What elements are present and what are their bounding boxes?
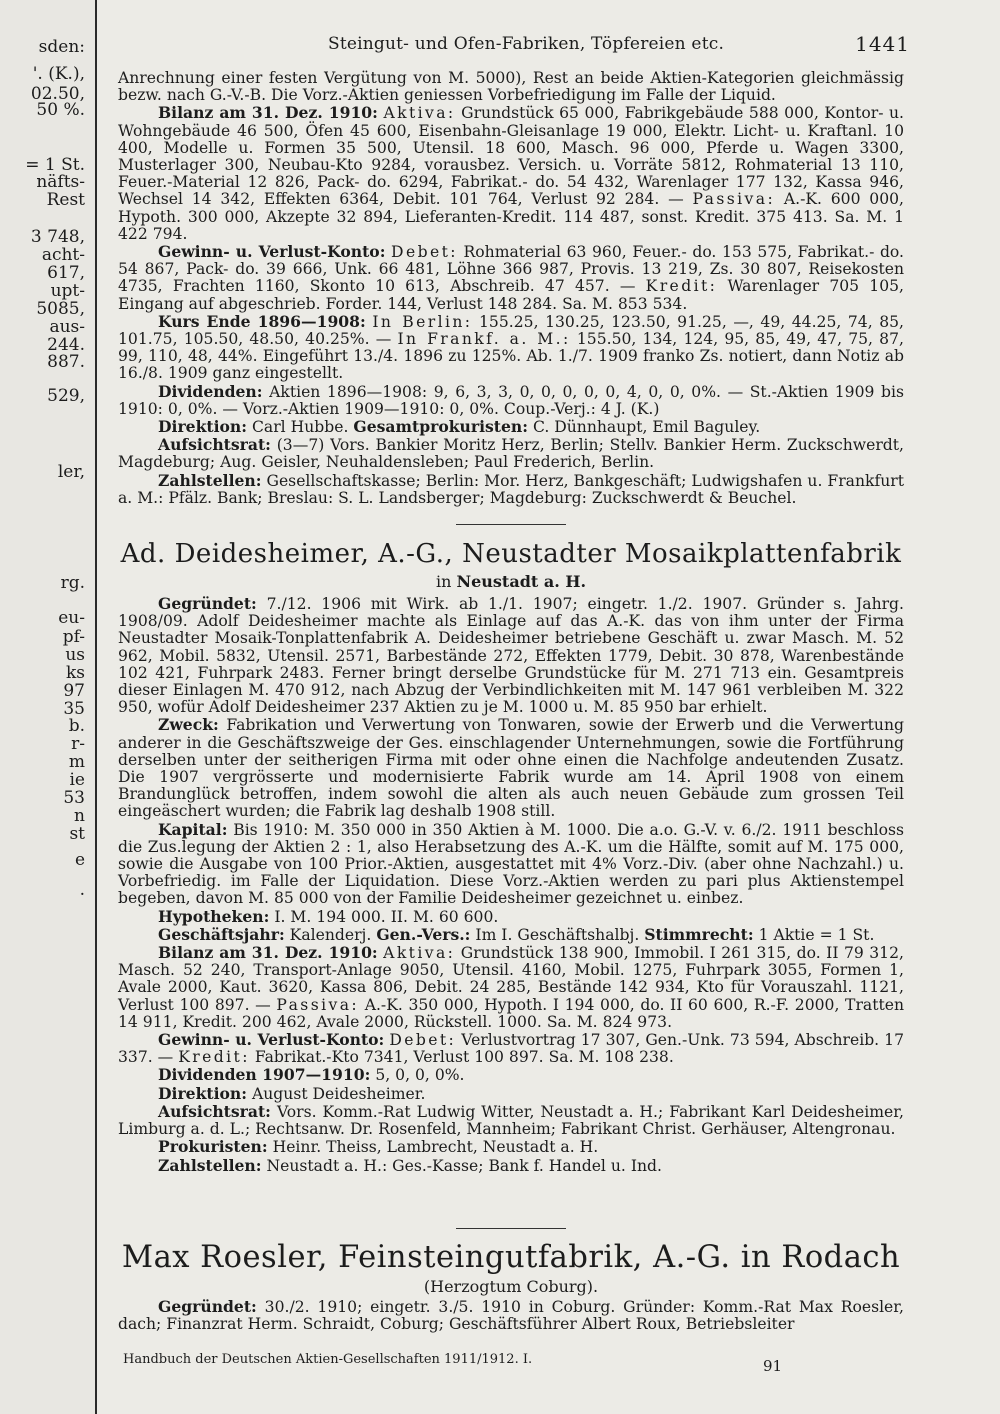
separator-rule: [456, 1228, 566, 1229]
frankf-label: In Frankf. a. M.:: [397, 330, 571, 349]
hypotheken-text: I. M. 194 000. II. M. 60 600.: [274, 907, 499, 926]
debet-label: Debet:: [391, 243, 458, 262]
company-region: (Herzogtum Coburg).: [423, 1277, 599, 1296]
zweck-text: Fabrikation und Verwertung von Tonwaren, sowie der Erwerb und die Verwertung anderer in die Geschäftszweige der Ges. einschlagender Unternehmungen, sowie die Fortführung derselben unter der seitherigen Firma mit oder ohne einen die Nachfolge andeutenden Zusatz. Die 1907 vergrösserte und modernisierte Fabrik wurde am 14. April 1908 von einem Brandunglück betroffen, indem sowohl die alten als auch neuen Gebäude zum grossen Teil eingeäschert wurden; die Fabrik lag deshalb 1908 still.: [118, 716, 904, 821]
gutter-fragment: 35: [63, 699, 85, 719]
zahlstellen-section: [118, 472, 904, 507]
zweck-section: [118, 716, 904, 820]
location-name: Neustadt a. H.: [456, 572, 587, 591]
gutter-fragment: .: [79, 880, 85, 900]
gutter-fragment: acht-: [41, 245, 85, 265]
direktion-section: [118, 1085, 904, 1103]
section-label: Prokuristen:: [158, 1137, 268, 1157]
direktion-text: August Deidesheimer.: [251, 1084, 426, 1103]
section-label: Gegründet:: [158, 1297, 257, 1316]
gutter-fragment: 53: [63, 788, 85, 808]
gutter-fragment: m: [68, 752, 85, 772]
guv-section: [118, 243, 904, 313]
section-label: Dividenden:: [158, 381, 263, 401]
entry-text: Anrechnung einer festen Vergütung von M. 5000), Rest an beide Aktien-Kategorien gleichmässig bezw. nach G.-V.-B. Die Vorz.-Aktien geniessen Vorbefriedigung im Falle der Liquid.: [118, 69, 904, 105]
company-heading: Max Roesler, Feinsteingutfabrik, A.-G. in Rodach: [121, 1240, 901, 1275]
gegruendet-text: 7./12. 1906 mit Wirk. ab 1./1. 1907; eingetr. 1./2. 1907. Gründer s. Jahrg. 1908/09. Adolf Deidesheimer machte als Einlage auf das A.-K. das von ihm unter der Firma Neustadter Mosaik-Tonplattenfabrik A. Deidesheimer betriebene Geschäft u. zwar Masch. M. 52 962, Mobil. 5832, Utensil. 2571, Barbestände 272, Effekten 1779, Debit. 30 878, Warenbestände 102 421, Fuhrpark 2483. Ferner bringt derselbe Grundstücke für M. 271 713 ein. Gesamtpreis dieser Einlagen M. 470 912, nach Abzug der Verbindlichkeiten mit M. 147 961 verbleiben M. 322 950, wofür Adolf Deidesheimer 237 Aktien zu je M. 1000 u. M. 85 950 bar erhielt.: [118, 595, 905, 717]
prokuristen-label: Gesamtprokuristen:: [353, 417, 528, 437]
section-label: Gewinn- u. Verlust-Konto:: [158, 242, 386, 262]
gutter-fragment: r-: [71, 734, 85, 754]
aktiva-text: Grundstück 65 000, Fabrikgebäude 588 000, Kontor- u. Wohngebäude 46 500, Öfen 45 600, Eisenbahn-Gleisanlage 19 000, Elektr. Licht- u. Kraftanl. 10 400, Modelle u. Formen 35 500, Utensil. 18 600, Masch. 96 000, Pferde u. Wagen 3300, Musterlager 300, Neubau-Kto 9284, vorausbez. Versich. u. Vorräte 5812, Rohmaterial 13 110, Feuer.-Material 12 826, Pack- do. 6294, Fabrikat.- do. 54 432, Warenlager 177 132, Kassa 946, Wechsel 14 342, Effekten 6364, Debit. 101 764, Verlust 92 284. —: [118, 104, 904, 209]
gutter-fragment: n: [74, 806, 85, 826]
gutter-fragment: 617,: [47, 263, 85, 283]
document-page: [98, 0, 1000, 1414]
direktion-section: [118, 418, 904, 436]
prokuristen-text: Heinr. Theiss, Lambrecht, Neustadt a. H.: [272, 1138, 599, 1157]
section-label: Kapital:: [158, 819, 228, 839]
separator-rule: [456, 524, 566, 525]
gutter-fragment: 887.: [47, 352, 85, 372]
direktion-text: Carl Hubbe.: [251, 418, 349, 437]
aufsichtsrat-section: [118, 436, 904, 471]
gutter-fragment: upt-: [50, 281, 85, 301]
gutter-fragment: 3 748,: [30, 227, 85, 247]
berlin-text: 155.25, 130.25, 123.50, 91.25, —, 49, 44.25, 74, 85, 101.75, 105.50, 48.50, 40.25%. —: [118, 312, 904, 349]
geschaeftsjahr-section: [118, 926, 904, 944]
dividenden-section: [118, 383, 904, 418]
gutter-fragment: 02.50,: [30, 84, 85, 104]
gutter-fragment: eu-: [58, 608, 85, 628]
stimmrecht-label: Stimmrecht:: [644, 924, 754, 944]
section-label: Aufsichtsrat:: [158, 435, 271, 455]
section-label: Zweck:: [158, 715, 219, 735]
berlin-label: In Berlin:: [372, 312, 473, 331]
geschaeftsjahr-text: Kalenderj.: [289, 925, 372, 944]
frankf-text: 155.50, 134, 124, 95, 85, 49, 47, 75, 87, 99, 110, 48, 44%. Eingeführt 13./4. 1896 zu 125%. Ab. 1./7. 1909 franko Zs. notiert, dann Notiz ab 16./8. 1909 ganz eingestellt.: [118, 330, 904, 383]
gutter-fragment: e: [74, 850, 85, 870]
debet-label: Debet:: [389, 1031, 457, 1050]
bilanz-section: [118, 104, 904, 243]
gutter-fragment: 244.: [47, 335, 85, 355]
prokuristen-section: [118, 1138, 904, 1156]
kurs-section: [118, 313, 904, 383]
bilanz-section: [118, 944, 904, 1031]
gutter-fragment: us: [65, 645, 85, 665]
page-footer: [123, 1352, 903, 1375]
gegruendet-text: 30./2. 1910; eingetr. 3./5. 1910 in Coburg. Gründer: Komm.-Rat Max Roesler, dach; Finanzrat Herm. Schraidt, Coburg; Geschäftsführer Albert Roux, Betriebsleiter: [118, 1298, 904, 1334]
kredit-label: Kredit:: [645, 277, 718, 296]
gen-vers-label: Gen.-Vers.:: [376, 924, 471, 944]
section-label: Hypotheken:: [158, 906, 270, 926]
kapital-section: [118, 821, 904, 908]
zahlstellen-section: [118, 1157, 904, 1175]
page-number: 1441: [855, 32, 910, 56]
location-prefix: in: [435, 572, 452, 591]
gutter-fragment: ler,: [57, 462, 85, 482]
running-title: Steingut- und Ofen-Fabriken, Töpfereien etc.: [328, 34, 725, 54]
gutter-fragment: aus-: [49, 317, 85, 337]
gutter-fragment: '. (K.),: [32, 64, 85, 84]
zahlstellen-text: Neustadt a. H.: Ges.-Kasse; Bank f. Handel u. Ind.: [266, 1156, 662, 1175]
gutter-fragment: ie: [69, 770, 85, 790]
guv-section: [118, 1031, 904, 1066]
section-label: Direktion:: [158, 417, 248, 437]
dividenden-text: Aktien 1896—1908: 9, 6, 3, 3, 0, 0, 0, 0, 0, 4, 0, 0, 0%. — St.-Aktien 1909 bis 1910: 0, 0%. — Vorz.-Aktien 1909—1910: 0, 0%. Coup.-Verj.: 4 J. (K.): [118, 382, 904, 418]
gutter-fragment: rg.: [60, 573, 85, 593]
passiva-label: Passiva:: [692, 190, 776, 209]
dividenden-section: [118, 1066, 904, 1084]
section-label: Bilanz am 31. Dez. 1910:: [158, 103, 378, 123]
footer-text: Handbuch der Deutschen Aktien-Gesellschaften 1911/1912. I.: [123, 1352, 533, 1367]
aufsichtsrat-text: Vors. Komm.-Rat Ludwig Witter, Neustadt a. H.; Fabrikant Karl Deidesheimer, Limburg a. d. L.; Rechtsanw. Dr. Rosenfeld, Mannheim; Fabrikant Christ. Gerhäuser, Altengronau.: [118, 1102, 904, 1139]
gegruendet-section: [118, 1298, 904, 1333]
gutter-fragment: 50 %.: [36, 100, 85, 120]
company-entry: [118, 1298, 904, 1333]
gegruendet-section: [118, 595, 904, 716]
left-page-gutter: [0, 0, 97, 1414]
kredit-text: Warenlager 705 105, Eingang auf abgeschrieb. Forder. 144, Verlust 148 284. Sa. M. 853 534.: [118, 277, 904, 313]
prokuristen-text: C. Dünnhaupt, Emil Baguley.: [532, 418, 761, 437]
kredit-text: Fabrikat.-Kto 7341, Verlust 100 897. Sa. M. 108 238.: [254, 1048, 674, 1067]
entry-continued: [118, 70, 904, 507]
passiva-text: A.-K. 350 000, Hypoth. I 194 000, do. II 60 600, R.-F. 2000, Tratten 14 911, Kredit. 200 462, Avale 2000, Rückstell. 1000. Sa. M. 824 973.: [118, 995, 904, 1031]
section-label: Zahlstellen:: [158, 1155, 262, 1175]
company-heading: Ad. Deidesheimer, A.-G., Neustadter Mosaikplattenfabrik: [120, 539, 902, 569]
section-label: Aufsichtsrat:: [158, 1101, 271, 1121]
kredit-label: Kredit:: [178, 1048, 250, 1067]
stimmrecht-text: 1 Aktie = 1 St.: [758, 925, 875, 944]
gutter-fragment: pf-: [62, 627, 85, 647]
section-label: Bilanz am 31. Dez. 1910:: [158, 943, 378, 963]
aktiva-label: Aktiva:: [383, 944, 456, 963]
zahlstellen-text: Gesellschaftskasse; Berlin: Mor. Herz, Bankgeschäft; Ludwigshafen u. Frankfurt a. M.: Pfälz. Bank; Breslau: S. L. Landsberger; Magdeburg: Zuckschwerdt & Beuchel.: [118, 471, 904, 507]
passiva-text: A.-K. 600 000, Hypoth. 300 000, Akzepte 32 894, Lieferanten-Kredit. 114 487, sonst. Kredit. 375 413. Sa. M. 1 422 794.: [118, 190, 905, 243]
gutter-fragment: 529,: [47, 386, 85, 406]
passiva-label: Passiva:: [276, 995, 360, 1014]
dividenden-text: 5, 0, 0, 0%.: [375, 1066, 465, 1085]
aufsichtsrat-section: [118, 1103, 904, 1138]
gutter-fragment: 97: [63, 681, 85, 701]
gutter-fragment: 5085,: [36, 299, 85, 319]
section-label: Dividenden 1907—1910:: [158, 1065, 371, 1085]
gutter-fragment: b.: [68, 716, 85, 736]
section-label: Zahlstellen:: [158, 470, 262, 490]
gutter-fragment: näfts-: [36, 172, 85, 192]
gutter-fragment: sden:: [38, 37, 85, 57]
gen-vers-text: Im I. Geschäftshalbj.: [475, 925, 640, 944]
aufsichtsrat-text: (3—7) Vors. Bankier Moritz Herz, Berlin; Stellv. Bankier Herm. Zuckschwerdt, Magdeburg; Aug. Geisler, Neuhaldensleben; Paul Frederich, Berlin.: [118, 436, 904, 472]
debet-text: Verlustvortrag 17 307, Gen.-Unk. 73 594, Abschreib. 17 337. —: [118, 1031, 904, 1067]
aktiva-label: Aktiva:: [383, 104, 456, 123]
kapital-text: Bis 1910: M. 350 000 in 350 Aktien à M. 1000. Die a.o. G.-V. v. 6./2. 1911 beschloss die Zus.legung der Aktien 2 : 1, also Herabsetzung des A.-K. um die Hälfte, somit auf M. 175 000, sowie die Ausgabe von 100 Prior.-Aktien, ausgestattet mit 4% Vorz.-Div. (aber ohne Nachzahl.) u. Vorbefriedig. im Falle der Liquidation. Diese Vorz.-Aktien werden zu pari plus Aktienstempel begeben, davon M. 85 000 von der Familie Deidesheimer gezeichnet u. einbez.: [118, 820, 904, 908]
company-location: [118, 573, 904, 591]
section-label: Direktion:: [158, 1083, 248, 1103]
gutter-fragment: = 1 St.: [25, 155, 85, 175]
hypotheken-section: [118, 908, 904, 926]
gutter-fragment: st: [69, 824, 85, 844]
section-label: Gewinn- u. Verlust-Konto:: [158, 1030, 385, 1050]
sheet-number: 91: [763, 1357, 783, 1375]
section-label: Gegründet:: [158, 594, 257, 613]
debet-text: Rohmaterial 63 960, Feuer.- do. 153 575, Fabrikat.- do. 54 867, Pack- do. 39 666, Unk. 66 481, Löhne 366 987, Provis. 13 219, Zs. 30 807, Reisekosten 4735, Frachten 1160, Skonto 10 613, Abschreib. 47 457. —: [118, 243, 904, 296]
section-label: Geschäftsjahr:: [158, 924, 285, 944]
gutter-fragment: Rest: [46, 190, 85, 210]
gutter-fragment: ks: [65, 663, 85, 683]
aktiva-text: Grundstück 138 900, Immobil. I 261 315, do. II 79 312, Masch. 52 240, Transport-Anlage 9050, Utensil. 4160, Mobil. 1275, Fuhrpark 3055, Formen 1, Avale 2000, Kaut. 3620, Kassa 806, Debit. 24 285, Bestände 142 934, Kto für Vorauszahl. 1121, Verlust 100 897. —: [118, 944, 904, 1014]
company-entry: [118, 595, 904, 1175]
section-label: Kurs Ende 1896—1908:: [158, 311, 366, 331]
